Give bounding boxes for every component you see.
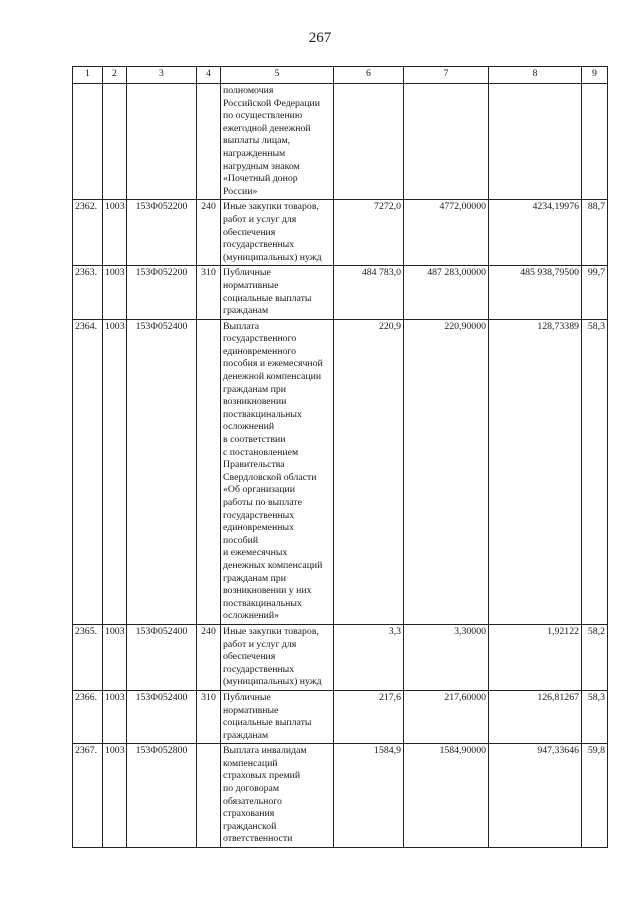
value-executed: 4234,19976	[489, 200, 582, 266]
target-code: 153Ф052800	[127, 744, 197, 848]
table-row	[73, 624, 608, 690]
value-approved: 7272,0	[334, 200, 404, 266]
section-code: 1003	[103, 266, 127, 319]
target-code: 153Ф052400	[127, 690, 197, 743]
execution-percent: 99,7	[582, 266, 608, 319]
expense-type	[197, 744, 221, 848]
table-row	[73, 744, 608, 848]
col-header-5: 5	[221, 67, 334, 84]
row-number	[73, 84, 103, 200]
target-code: 153Ф052400	[127, 319, 197, 624]
value-approved: 220,9	[334, 319, 404, 624]
section-code: 1003	[103, 690, 127, 743]
section-code: 1003	[103, 624, 127, 690]
item-name: Публичные нормативные социальные выплаты гражданам	[221, 266, 334, 319]
budget-table	[72, 66, 608, 848]
table-row	[73, 84, 608, 200]
section-code: 1003	[103, 744, 127, 848]
value-planned	[404, 84, 489, 200]
expense-type: 310	[197, 690, 221, 743]
value-executed: 947,33646	[489, 744, 582, 848]
value-planned: 487 283,00000	[404, 266, 489, 319]
item-name: Иные закупки товаров, работ и услуг для обеспечения государственных (муниципальных) нужд	[221, 624, 334, 690]
col-header-7: 7	[404, 67, 489, 84]
row-number: 2364.	[73, 319, 103, 624]
row-number: 2367.	[73, 744, 103, 848]
col-header-8: 8	[489, 67, 582, 84]
value-executed	[489, 84, 582, 200]
execution-percent	[582, 84, 608, 200]
item-name: Публичные нормативные социальные выплаты гражданам	[221, 690, 334, 743]
expense-type: 240	[197, 200, 221, 266]
header-row	[73, 67, 608, 84]
execution-percent: 59,8	[582, 744, 608, 848]
section-code	[103, 84, 127, 200]
value-approved: 484 783,0	[334, 266, 404, 319]
col-header-3: 3	[127, 67, 197, 84]
col-header-4: 4	[197, 67, 221, 84]
value-planned: 217,60000	[404, 690, 489, 743]
execution-percent: 58,3	[582, 319, 608, 624]
value-approved: 3,3	[334, 624, 404, 690]
value-executed: 1,92122	[489, 624, 582, 690]
expense-type: 240	[197, 624, 221, 690]
section-code: 1003	[103, 319, 127, 624]
table-row	[73, 266, 608, 319]
expense-type	[197, 319, 221, 624]
table-row	[73, 690, 608, 743]
value-planned: 4772,00000	[404, 200, 489, 266]
target-code: 153Ф052200	[127, 200, 197, 266]
section-code: 1003	[103, 200, 127, 266]
expense-type	[197, 84, 221, 200]
col-header-9: 9	[582, 67, 608, 84]
row-number: 2363.	[73, 266, 103, 319]
item-name: полномочия Российской Федерации по осуществлению ежегодной денежной выплаты лицам, награжденным нагрудным знаком «Почетный донор России»	[221, 84, 334, 200]
expense-type: 310	[197, 266, 221, 319]
table-row	[73, 200, 608, 266]
value-approved: 1584,9	[334, 744, 404, 848]
target-code	[127, 84, 197, 200]
col-header-2: 2	[103, 67, 127, 84]
execution-percent: 58,2	[582, 624, 608, 690]
value-executed: 128,73389	[489, 319, 582, 624]
value-planned: 3,30000	[404, 624, 489, 690]
value-executed: 485 938,79500	[489, 266, 582, 319]
value-planned: 220,90000	[404, 319, 489, 624]
row-number: 2365.	[73, 624, 103, 690]
item-name: Иные закупки товаров, работ и услуг для обеспечения государственных (муниципальных) нужд	[221, 200, 334, 266]
value-approved	[334, 84, 404, 200]
execution-percent: 88,7	[582, 200, 608, 266]
item-name: Выплата государственного единовременного пособия и ежемесячной денежной компенсации гражданам при возникновении поствакцинальных осложнений в соответствии с постановлением Правительства Свердловской области «Об организации работы по выплате государственных единовременных пособий и ежемесячных денежных компенсаций гражданам при возникновении у них поствакцинальных осложнений»	[221, 319, 334, 624]
value-approved: 217,6	[334, 690, 404, 743]
row-number: 2362.	[73, 200, 103, 266]
col-header-1: 1	[73, 67, 103, 84]
col-header-6: 6	[334, 67, 404, 84]
target-code: 153Ф052200	[127, 266, 197, 319]
table-row	[73, 319, 608, 624]
target-code: 153Ф052400	[127, 624, 197, 690]
page-number: 267	[308, 30, 332, 46]
value-planned: 1584,90000	[404, 744, 489, 848]
value-executed: 126,81267	[489, 690, 582, 743]
row-number: 2366.	[73, 690, 103, 743]
execution-percent: 58,3	[582, 690, 608, 743]
item-name: Выплата инвалидам компенсаций страховых премий по договорам обязательного страхования гражданской ответственности	[221, 744, 334, 848]
